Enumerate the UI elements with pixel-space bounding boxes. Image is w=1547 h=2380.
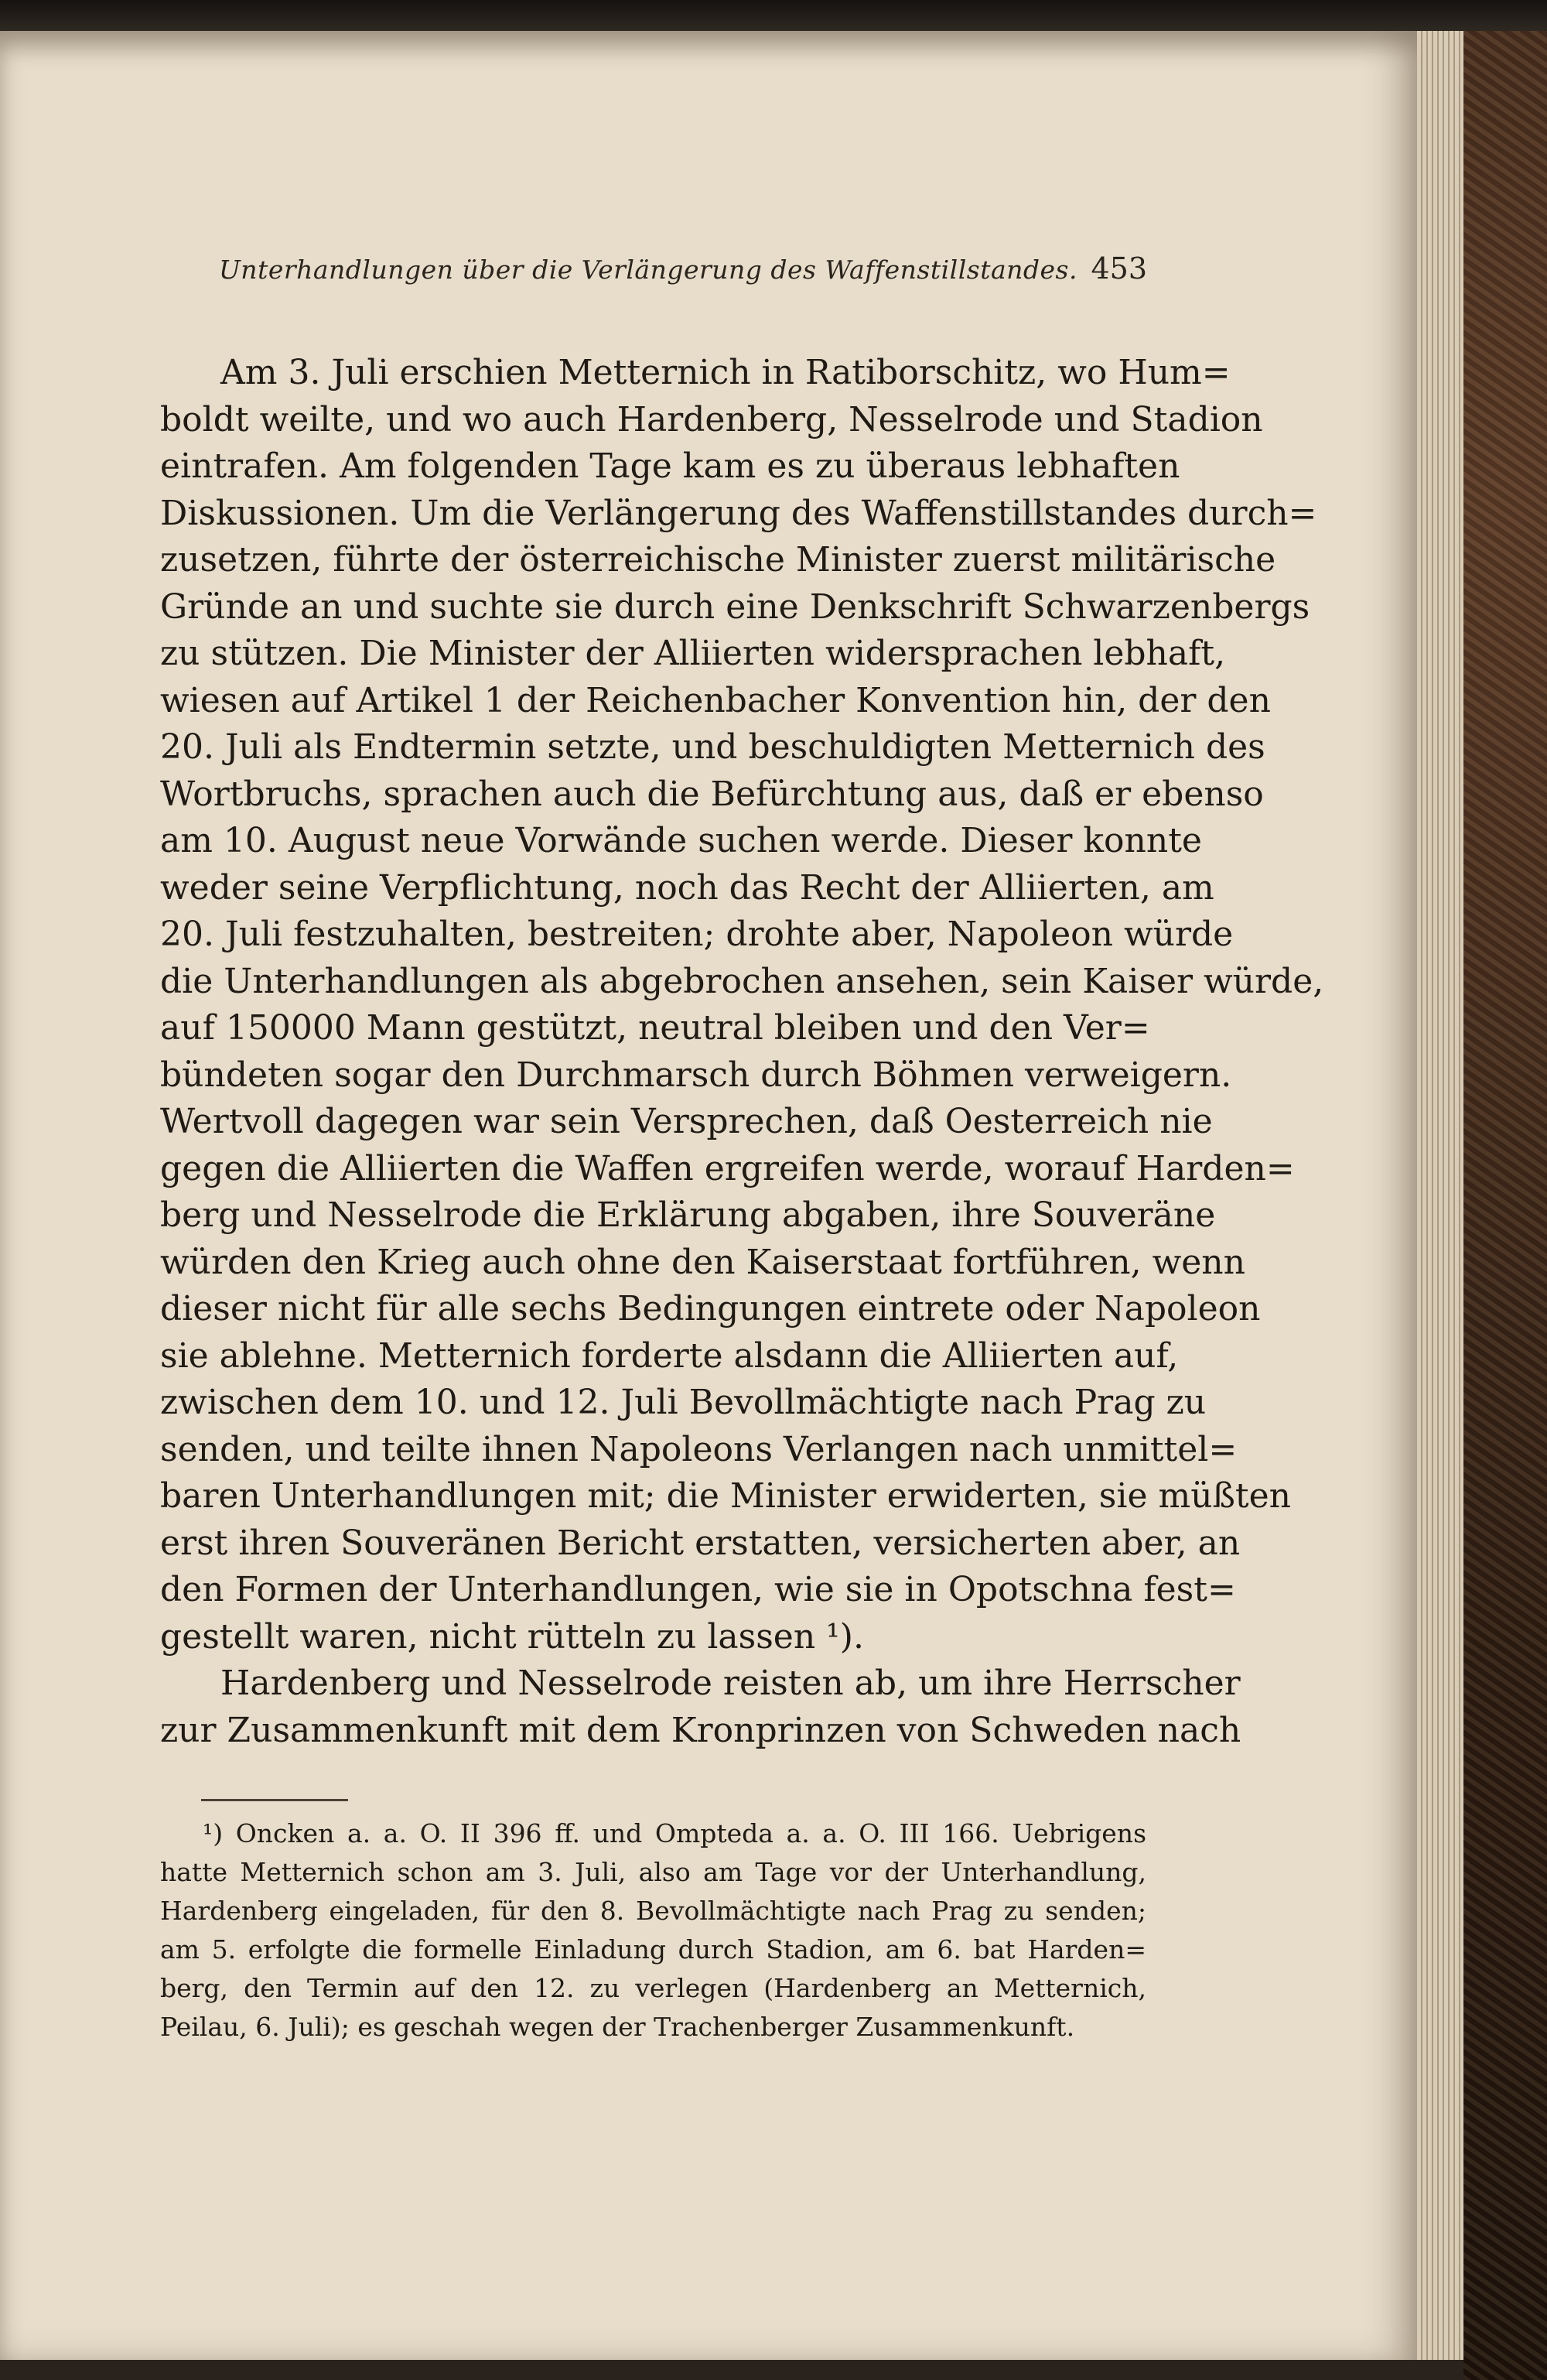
page-number: 453 (1091, 251, 1147, 286)
page-edges (1417, 31, 1463, 2360)
footnote-line: berg, den Termin auf den 12. zu verlegen (Hardenberg an Metternich, (160, 1973, 1146, 2003)
footnote-line: am 5. erfolgte die formelle Einladung durch Stadion, am 6. bat Harden= (160, 1934, 1146, 1965)
text-line: 20. Juli festzuhalten, bestreiten; drohte aber, Napoleon würde (160, 915, 1234, 954)
text-line: boldt weilte, und wo auch Hardenberg, Nesselrode und Stadion (160, 399, 1263, 439)
footnotes (160, 1814, 1146, 2047)
text-line: Hardenberg und Nesselrode reisten ab, um ihre Herrscher (220, 1664, 1241, 1703)
book-page (0, 31, 1417, 2360)
text-line: eintrafen. Am folgenden Tage kam es zu überaus lebhaften (160, 446, 1180, 486)
text-line: den Formen der Unterhandlungen, wie sie in Opotschna fest= (160, 1570, 1236, 1609)
footnote-line: ¹) Oncken a. a. O. II 396 ff. und Ompteda a. a. O. III 166. Uebrigens (203, 1818, 1146, 1848)
book-cover (1463, 31, 1547, 2380)
text-line: Am 3. Juli erschien Metternich in Ratiborschitz, wo Hum= (220, 353, 1231, 392)
text-line: 20. Juli als Endtermin setzte, und beschuldigten Metternich des (160, 727, 1265, 767)
footnote-line: Hardenberg eingeladen, für den 8. Bevollmächtigte nach Prag zu senden; (160, 1896, 1146, 1926)
text-line: erst ihren Souveränen Bericht erstatten, versicherten aber, an (160, 1523, 1241, 1563)
footnote-rule (201, 1799, 348, 1801)
text-line: gestellt waren, nicht rütteln zu lassen ¹). (160, 1616, 864, 1657)
footnote-line: hatte Metternich schon am 3. Juli, also am Tage vor der Unterhandlung, (160, 1857, 1146, 1887)
text-line: sie ablehne. Metternich forderte alsdann die Alliierten auf, (160, 1335, 1179, 1376)
text-line: am 10. August neue Vorwände suchen werde. Dieser konnte (160, 821, 1202, 860)
text-line: auf 150000 Mann gestützt, neutral bleiben und den Ver= (160, 1008, 1150, 1048)
text-line: baren Unterhandlungen mit; die Minister erwiderten, sie müßten (160, 1476, 1291, 1516)
text-line: die Unterhandlungen als abgebrochen ansehen, sein Kaiser würde, (160, 961, 1324, 1001)
footnote-line: Peilau, 6. Juli); es geschah wegen der Trachenberger Zusammenkunft. (160, 2012, 1075, 2042)
text-line: senden, und teilte ihnen Napoleons Verlangen nach unmittel= (160, 1429, 1238, 1469)
text-line: berg und Nesselrode die Erklärung abgaben, ihre Souveräne (160, 1195, 1216, 1235)
text-line: Wertvoll dagegen war sein Versprechen, daß Oesterreich nie (160, 1102, 1213, 1141)
text-line: zwischen dem 10. und 12. Juli Bevollmächtigte nach Prag zu (160, 1383, 1207, 1422)
running-title: Unterhandlungen über die Verlängerung des Waffenstillstandes. (219, 255, 1077, 285)
text-line: Wortbruchs, sprachen auch die Befürchtung aus, daß er ebenso (160, 774, 1264, 814)
text-line: würden den Krieg auch ohne den Kaiserstaat fortführen, wenn (160, 1242, 1245, 1282)
text-line: Diskussionen. Um die Verlängerung des Waffenstillstandes durch= (160, 493, 1317, 533)
text-line: gegen die Alliierten die Waffen ergreifen werde, worauf Harden= (160, 1148, 1295, 1188)
text-line: wiesen auf Artikel 1 der Reichenbacher Konvention hin, der den (160, 680, 1271, 720)
text-line: zur Zusammenkunft mit dem Kronprinzen von Schweden nach (160, 1710, 1241, 1750)
text-line: zu stützen. Die Minister der Alliierten widersprachen lebhaft, (160, 634, 1226, 673)
body-text (160, 350, 1324, 1754)
text-line: weder seine Verpflichtung, noch das Recht der Alliierten, am (160, 867, 1214, 908)
text-line: bündeten sogar den Durchmarsch durch Böhmen verweigern. (160, 1055, 1232, 1095)
text-line: dieser nicht für alle sechs Bedingungen eintrete oder Napoleon (160, 1289, 1261, 1328)
text-line: Gründe an und suchte sie durch eine Denkschrift Schwarzenbergs (160, 586, 1310, 627)
text-line: zusetzen, führte der österreichische Minister zuerst militärische (160, 540, 1276, 580)
page-header (219, 251, 1147, 286)
